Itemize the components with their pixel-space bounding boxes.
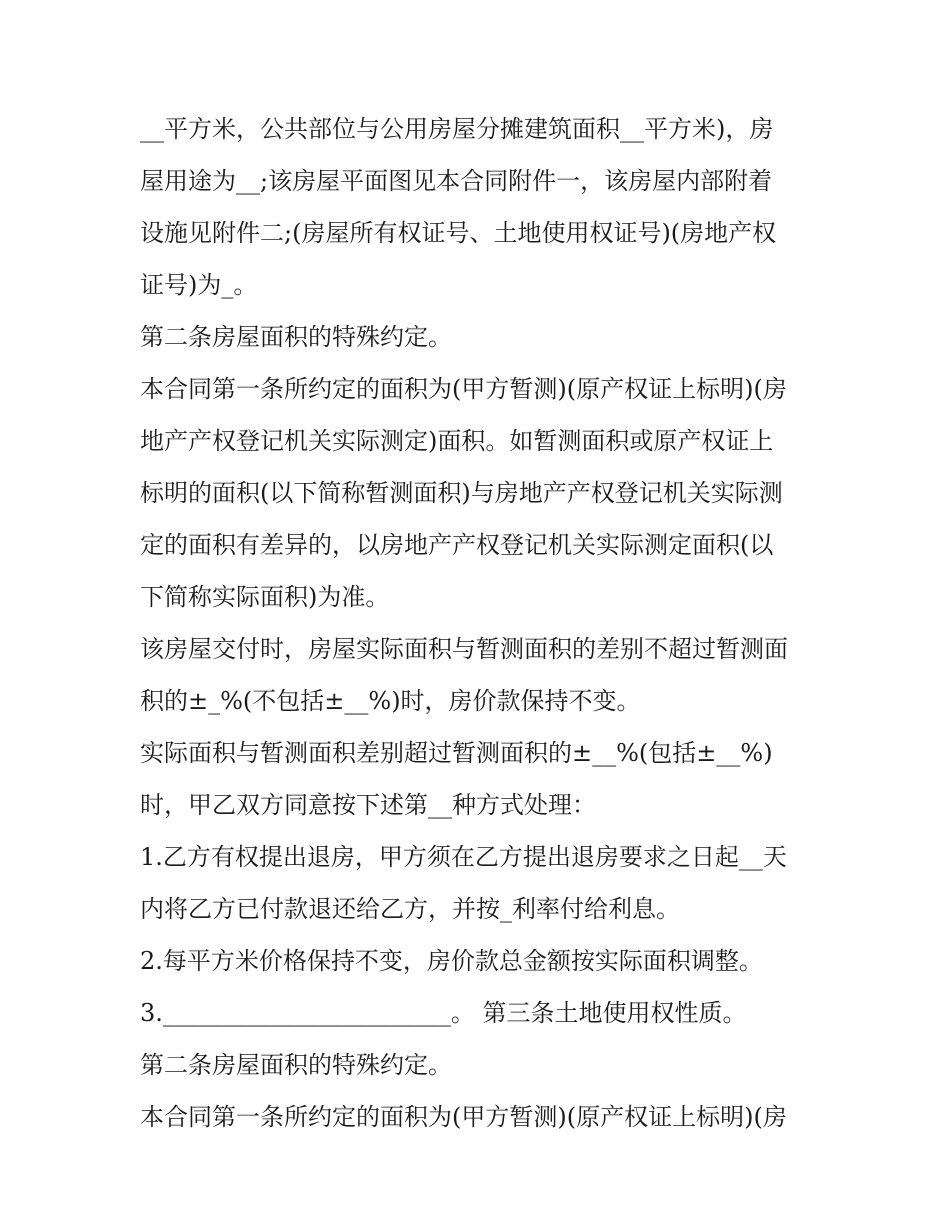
text-line: 本合同第一条所约定的面积为(甲方暂测)(原产权证上标明)(房 — [140, 375, 787, 403]
text-line: 时，甲乙双方同意按下述第__种方式处理： — [140, 791, 596, 819]
text-line: 标明的面积(以下简称暂测面积)与房地产产权登记机关实际测 — [140, 479, 783, 507]
list-item: 1.乙方有权提出退房，甲方须在乙方提出退房要求之日起__天 — [140, 843, 787, 871]
text-line: 定的面积有差异的，以房地产产权登记机关实际测定面积(以 — [140, 531, 774, 559]
text-line: 本合同第一条所约定的面积为(甲方暂测)(原产权证上标明)(房 — [140, 1103, 787, 1131]
text-line: 屋用途为__;该房屋平面图见本合同附件一，该房屋内部附着 — [140, 167, 773, 195]
list-item: 2.每平方米价格保持不变，房价款总金额按实际面积调整。 — [140, 947, 763, 975]
text-line: 该房屋交付时，房屋实际面积与暂测面积的差别不超过暂测面 — [140, 635, 788, 663]
document-body — [140, 103, 820, 1143]
text-line: __平方米，公共部位与公用房屋分摊建筑面积__平方米)，房 — [140, 115, 774, 143]
section-heading: 第二条房屋面积的特殊约定。 — [140, 323, 452, 351]
text-line: 设施见附件二;(房屋所有权证号、土地使用权证号)(房地产权 — [140, 219, 777, 247]
text-line: 实际面积与暂测面积差别超过暂测面积的±__%(包括±__%) — [140, 739, 773, 767]
text-line: 积的±_%(不包括±__%)时，房价款保持不变。 — [140, 687, 641, 715]
text-line: 下简称实际面积)为准。 — [140, 583, 390, 611]
list-item: 3.________________________。 第三条土地使用权性质。 — [140, 999, 747, 1027]
text-line: 内将乙方已付款退还给乙方，并按_利率付给利息。 — [140, 895, 680, 923]
text-line: 证号)为_。 — [140, 271, 258, 299]
section-heading: 第二条房屋面积的特殊约定。 — [140, 1051, 452, 1079]
text-line: 地产产权登记机关实际测定)面积。如暂测面积或原产权证上 — [140, 427, 774, 455]
